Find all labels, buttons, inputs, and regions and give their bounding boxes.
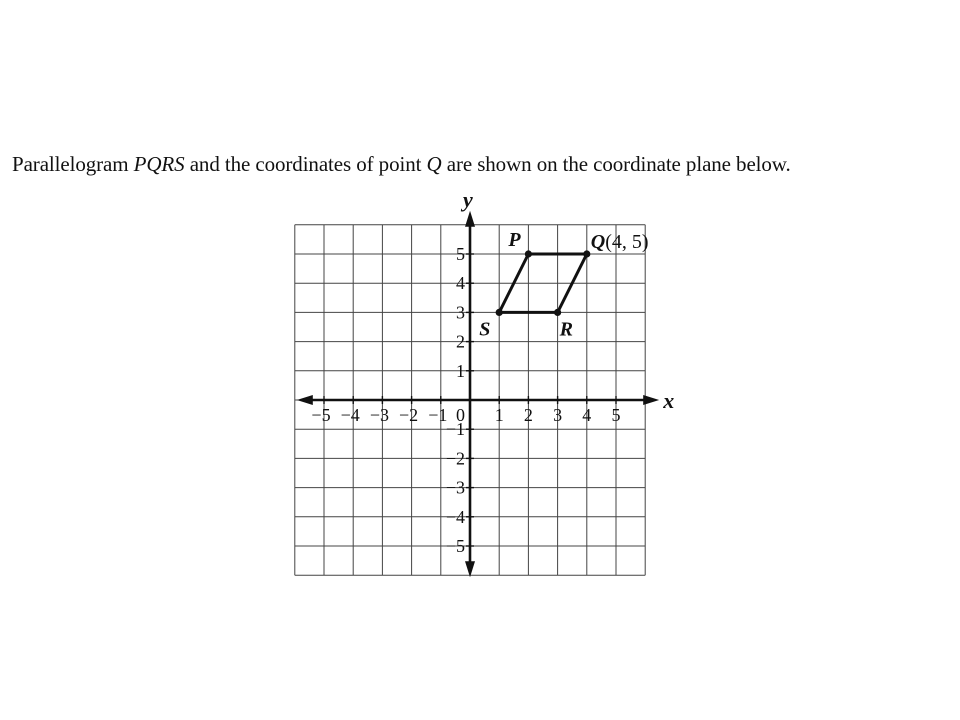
point-name: Q	[426, 152, 442, 176]
vertex-name: R	[559, 318, 573, 341]
vertex-coordinates: (4, 5)	[605, 231, 649, 253]
y-tick-label: 3	[456, 302, 465, 323]
x-tick-label: 1	[494, 405, 504, 425]
vertex-name: S	[479, 318, 491, 341]
vertex-name: P	[508, 229, 521, 251]
vertex-point-q	[583, 250, 590, 257]
x-tick-label: −5	[311, 405, 331, 425]
x-tick-label: −1	[428, 405, 448, 425]
x-tick-label: 3	[553, 405, 563, 425]
y-tick-label: −3	[445, 477, 465, 498]
vertex-point-r	[554, 309, 561, 316]
y-axis-label: y	[463, 186, 473, 212]
x-tick-label: 4	[582, 405, 592, 425]
shape-name: PQRS	[133, 152, 185, 176]
origin-label: 0	[456, 405, 465, 425]
vertex-label-p	[507, 229, 521, 251]
question-part-2: and the coordinates of point	[184, 152, 427, 176]
x-axis-label: x	[663, 388, 675, 413]
vertex-label-s	[479, 318, 490, 340]
question-part-3: are shown on the coordinate plane below.	[441, 152, 791, 176]
x-axis-right-arrow-icon	[643, 395, 659, 405]
y-tick-label: 5	[456, 244, 465, 264]
vertex-label-r	[559, 318, 573, 340]
x-axis-left-arrow-icon	[297, 395, 313, 405]
y-tick-label: −4	[445, 506, 465, 527]
y-tick-label: −2	[445, 448, 465, 469]
vertex-name: Q	[590, 231, 606, 253]
y-tick-label: 4	[456, 273, 465, 294]
x-tick-label: −3	[369, 405, 389, 425]
question-part-1: Parallelogram	[12, 152, 134, 176]
y-tick-label: −5	[445, 536, 465, 556]
vertex-labels	[479, 229, 648, 340]
x-tick-label: −4	[340, 405, 360, 425]
vertex-label-q	[591, 231, 649, 253]
x-tick-label: 5	[611, 405, 621, 425]
x-tick-label: 2	[523, 405, 533, 425]
y-tick-label: −1	[445, 419, 465, 440]
y-axis-up-arrow-icon	[465, 211, 475, 227]
vertex-point-p	[525, 250, 532, 257]
y-tick-label: 2	[456, 331, 465, 352]
x-tick-label: −2	[399, 405, 419, 425]
vertex-point-s	[496, 309, 503, 316]
y-tick-label: 1	[456, 360, 465, 381]
